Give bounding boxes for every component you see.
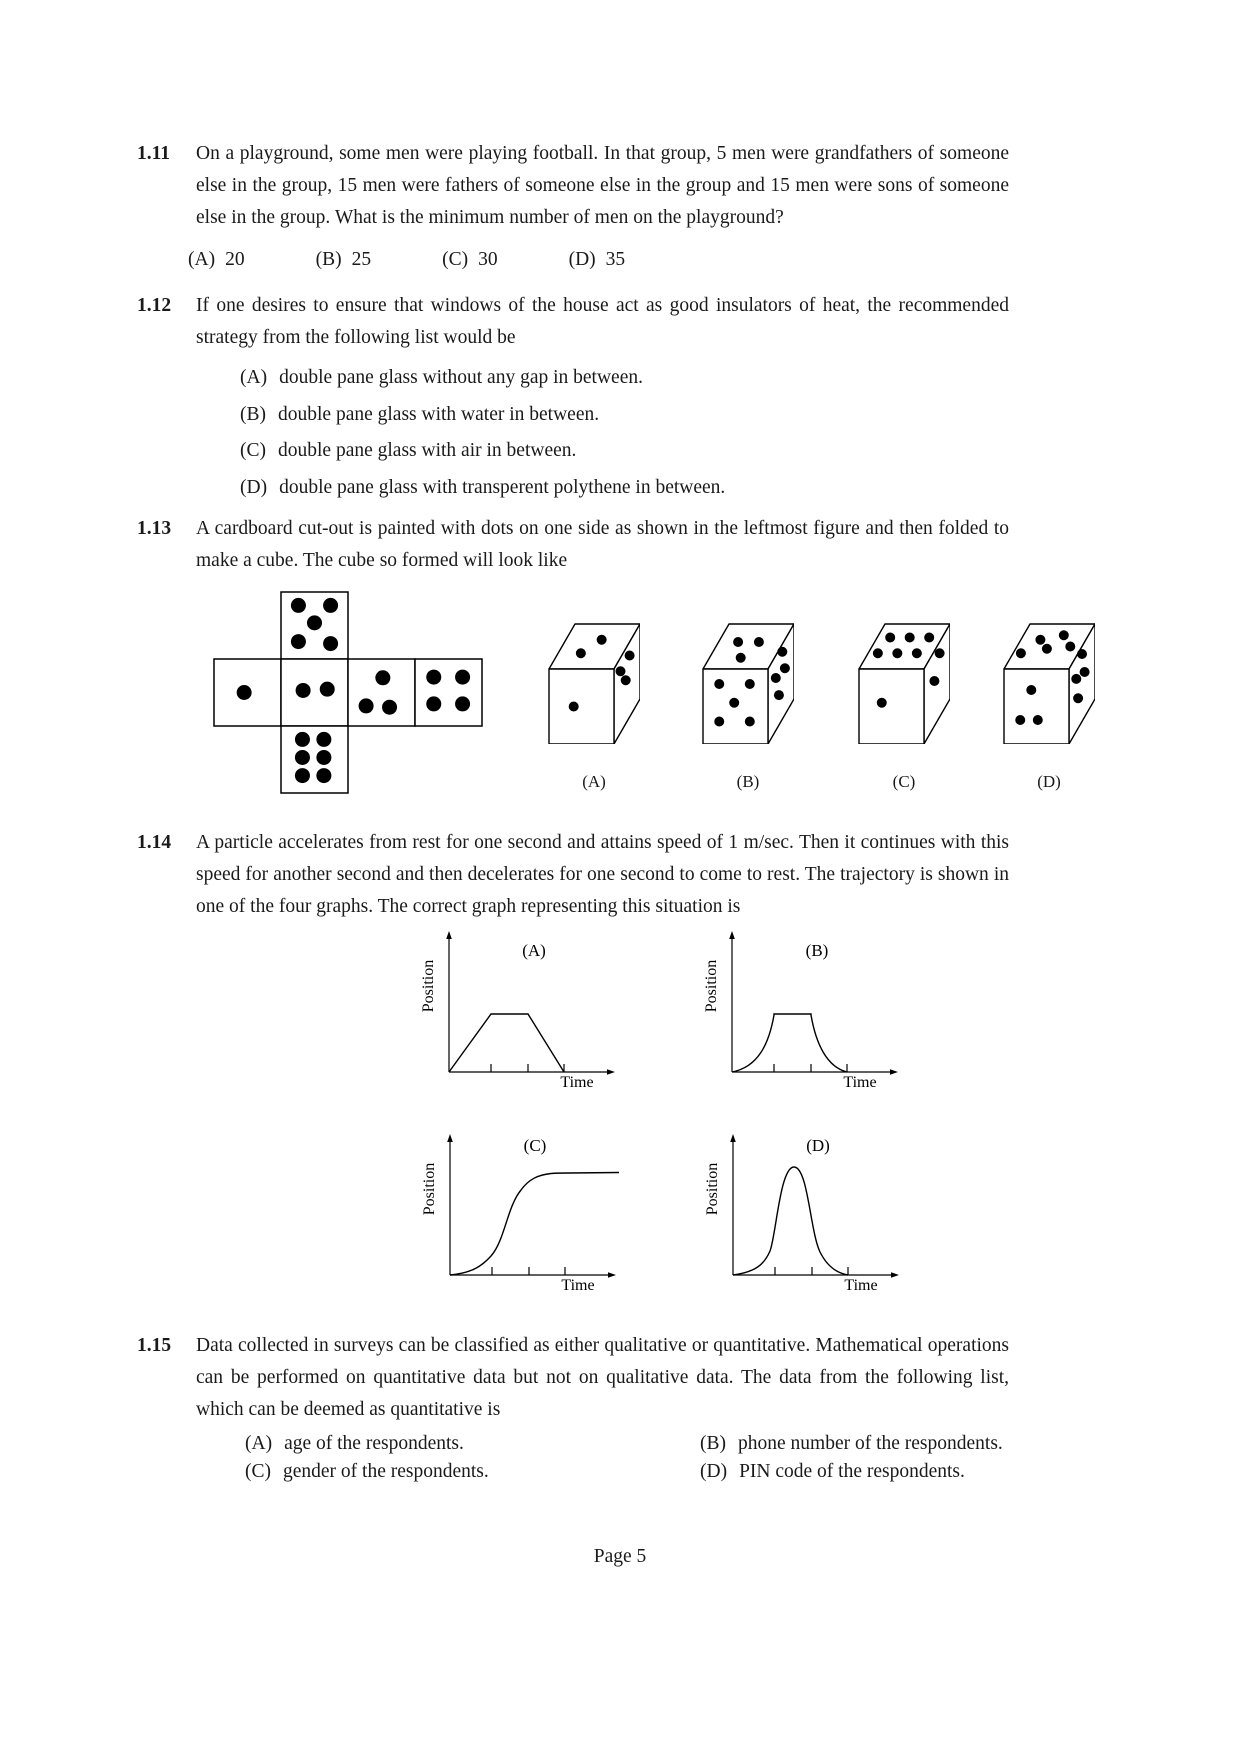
cube-option-label: (A) bbox=[582, 772, 606, 791]
option-a: (A) 20 bbox=[188, 249, 245, 270]
option-b: (B) 25 bbox=[315, 249, 372, 270]
option-d: (D) 35 bbox=[568, 249, 626, 270]
position-time-graph-a bbox=[419, 924, 649, 1092]
graph-title: (B) bbox=[805, 941, 829, 960]
y-axis-label: Position bbox=[421, 1162, 438, 1216]
question-text: A cardboard cut-out is painted with dots on one side as shown in the leftmost figure and then folded to make a cube. The cube so formed will look like bbox=[196, 518, 1009, 571]
question-text: A particle accelerates from rest for one second and attains speed of 1 m/sec. Then it continues with this speed for another second and then decelerates for one second to come to rest. The trajectory is shown in one of the four graphs. The correct graph representing this situation is bbox=[196, 832, 1009, 917]
page-number: Page 5 bbox=[593, 1546, 647, 1567]
cube-option-a bbox=[548, 623, 640, 792]
options-row bbox=[188, 245, 1009, 275]
cube-drawing bbox=[548, 623, 640, 744]
graph-title: (A) bbox=[522, 941, 546, 960]
position-time-graph-d bbox=[703, 1127, 933, 1295]
question-1-13 bbox=[137, 513, 1009, 577]
cube-net-drawing bbox=[213, 591, 483, 794]
question-number: 1.13 bbox=[137, 518, 172, 539]
position-time-graph-b bbox=[702, 924, 932, 1092]
graph-drawing bbox=[703, 1127, 933, 1295]
x-axis-label: Time bbox=[843, 1074, 877, 1091]
option-c: (C) double pane glass with air in between. bbox=[240, 440, 577, 461]
question-text: Data collected in surveys can be classified as either qualitative or quantitative. Mathematical operations can be performed on quantitative data but not on qualitative data. The data from the following list, which can be deemed as quantitative is bbox=[196, 1335, 1009, 1420]
x-axis-label: Time bbox=[561, 1277, 595, 1294]
y-axis-label: Position bbox=[420, 959, 437, 1013]
question-1-15 bbox=[137, 1330, 1009, 1486]
option-a: (A) age of the respondents. bbox=[245, 1433, 464, 1454]
options-list bbox=[196, 360, 1009, 506]
cube-drawing bbox=[1003, 623, 1095, 744]
cube-net-figure bbox=[213, 591, 483, 800]
option-d: (D) double pane glass with transperent polythene in between. bbox=[240, 476, 726, 498]
graph-drawing bbox=[419, 924, 649, 1092]
x-axis-label: Time bbox=[844, 1277, 878, 1294]
question-1-11 bbox=[137, 138, 1009, 275]
cube-option-c bbox=[858, 623, 950, 792]
cube-drawing bbox=[858, 623, 950, 744]
position-time-graph-c bbox=[420, 1127, 650, 1295]
question-1-14 bbox=[137, 827, 1009, 923]
graph-title: (D) bbox=[806, 1136, 830, 1155]
question-text: On a playground, some men were playing football. In that group, 5 men were grandfathers of someone else in the group, 15 men were fathers of someone else in the group and 15 men were sons of someone else in the group. What is the minimum number of men on the playground? bbox=[196, 143, 1009, 228]
cube-drawing bbox=[702, 623, 794, 744]
question-text: If one desires to ensure that windows of the house act as good insulators of heat, the recommended strategy from the following list would be bbox=[196, 295, 1009, 348]
option-c: (C) gender of the respondents. bbox=[245, 1461, 489, 1482]
option-d: (D) PIN code of the respondents. bbox=[700, 1461, 965, 1482]
x-axis-label: Time bbox=[560, 1074, 594, 1091]
y-axis-label: Position bbox=[703, 959, 720, 1013]
option-c: (C) 30 bbox=[442, 249, 498, 270]
question-number: 1.12 bbox=[137, 295, 172, 316]
option-a: (A) double pane glass without any gap in between. bbox=[240, 367, 643, 388]
graph-title: (C) bbox=[523, 1136, 547, 1155]
question-number: 1.14 bbox=[137, 832, 172, 853]
question-number: 1.15 bbox=[137, 1335, 172, 1356]
graph-drawing bbox=[702, 924, 932, 1092]
cube-option-label: (C) bbox=[892, 772, 916, 791]
y-axis-label: Position bbox=[704, 1162, 721, 1216]
option-b: (B) double pane glass with water in between. bbox=[240, 403, 600, 425]
options-grid bbox=[196, 1430, 1009, 1486]
question-number: 1.11 bbox=[137, 143, 171, 164]
cube-option-b bbox=[702, 623, 794, 792]
option-b: (B) phone number of the respondents. bbox=[700, 1433, 1003, 1454]
cube-option-label: (D) bbox=[1037, 772, 1061, 791]
question-1-12 bbox=[137, 290, 1009, 506]
graph-drawing bbox=[420, 1127, 650, 1295]
cube-option-d bbox=[1003, 623, 1095, 792]
cube-option-label: (B) bbox=[736, 772, 760, 791]
